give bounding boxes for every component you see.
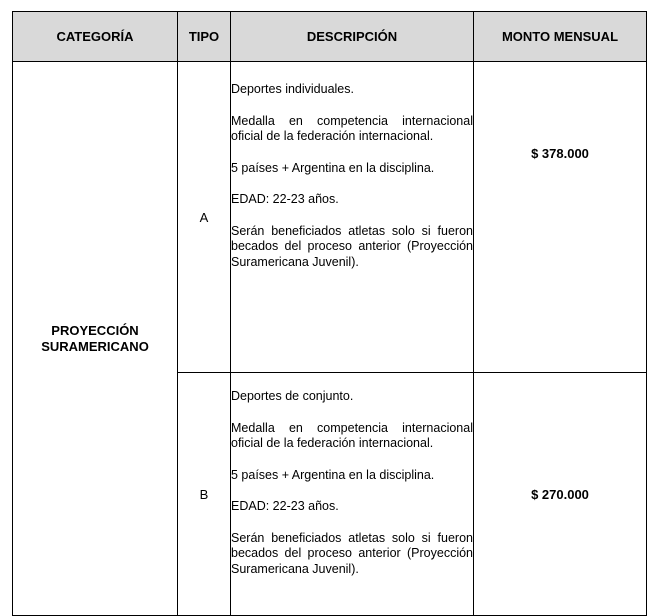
becas-table (12, 11, 647, 616)
monto-cell-b: $ 270.000 (474, 373, 647, 616)
header-row (13, 12, 647, 62)
description-line: EDAD: 22-23 años. (231, 192, 339, 206)
table-row-a (13, 62, 647, 373)
description-line: Medalla en competencia internacional oficial de la federación internacional. (231, 420, 473, 450)
header-categoria: CATEGORÍA (13, 12, 178, 62)
category-cell (13, 62, 178, 616)
description-line: Deportes individuales. (231, 82, 354, 96)
tipo-cell-a: A (178, 62, 231, 373)
header-descripcion: DESCRIPCIÓN (231, 12, 474, 62)
header-tipo: TIPO (178, 12, 231, 62)
description-line: 5 países + Argentina en la disciplina. (231, 467, 435, 482)
monto-cell-a: $ 378.000 (474, 62, 647, 373)
description-line: Deportes de conjunto. (231, 389, 354, 403)
category-line-2: SURAMERICANO (41, 338, 149, 354)
description-cell-b (231, 373, 474, 616)
tipo-cell-b: B (178, 373, 231, 616)
description-line: Medalla en competencia internacional oficial de la federación internacional. (231, 113, 473, 143)
description-line: 5 países + Argentina en la disciplina. (231, 160, 435, 175)
description-line: EDAD: 22-23 años. (231, 499, 339, 513)
description-line: Serán beneficiados atletas solo si fueron becados del proceso anterior (Proyección Suramericana Juvenil). (231, 530, 473, 576)
category-line-1: PROYECCIÓN (51, 322, 139, 338)
description-cell-a (231, 62, 474, 373)
description-line: Serán beneficiados atletas solo si fueron becados del proceso anterior (Proyección Suramericana Juvenil). (231, 223, 473, 269)
header-monto: MONTO MENSUAL (474, 12, 647, 62)
